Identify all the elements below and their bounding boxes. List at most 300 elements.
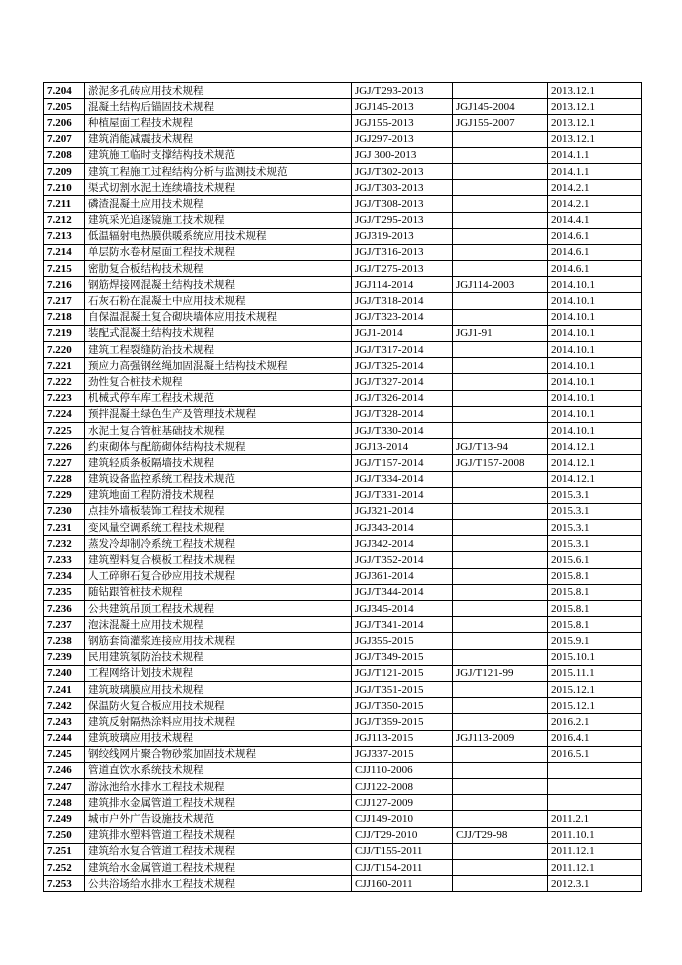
standard-name: 人工碎卵石复合砂应用技术规程 <box>85 568 352 584</box>
effective-date: 2014.6.1 <box>548 261 642 277</box>
row-number: 7.248 <box>44 795 85 811</box>
standard-code: JGJ/T334-2014 <box>352 471 453 487</box>
table-row <box>44 244 642 260</box>
row-number: 7.237 <box>44 617 85 633</box>
replaced-code <box>453 342 548 358</box>
standard-name: 约束砌体与配筋砌体结构技术规程 <box>85 439 352 455</box>
standard-name: 泡沫混凝土应用技术规程 <box>85 617 352 633</box>
table-row <box>44 730 642 746</box>
standard-code: JGJ13-2014 <box>352 439 453 455</box>
effective-date: 2014.1.1 <box>548 147 642 163</box>
row-number: 7.223 <box>44 390 85 406</box>
standard-name: 建筑工程裂缝防治技术规程 <box>85 342 352 358</box>
effective-date: 2013.12.1 <box>548 131 642 147</box>
standard-name: 建筑地面工程防滑技术规程 <box>85 487 352 503</box>
table-row <box>44 261 642 277</box>
effective-date: 2014.10.1 <box>548 293 642 309</box>
replaced-code <box>453 309 548 325</box>
table-row <box>44 827 642 843</box>
row-number: 7.222 <box>44 374 85 390</box>
row-number: 7.247 <box>44 779 85 795</box>
table-row <box>44 601 642 617</box>
replaced-code <box>453 244 548 260</box>
standard-name: 低温辐射电热膜供暖系统应用技术规程 <box>85 228 352 244</box>
table-row <box>44 390 642 406</box>
standard-name: 建筑设备监控系统工程技术规范 <box>85 471 352 487</box>
standard-name: 自保温混凝土复合砌块墙体应用技术规程 <box>85 309 352 325</box>
row-number: 7.227 <box>44 455 85 471</box>
effective-date <box>548 779 642 795</box>
standard-code: JGJ/T327-2014 <box>352 374 453 390</box>
effective-date: 2014.6.1 <box>548 228 642 244</box>
standard-code: JGJ/T323-2014 <box>352 309 453 325</box>
effective-date: 2015.12.1 <box>548 681 642 697</box>
effective-date: 2013.12.1 <box>548 99 642 115</box>
standard-code: JGJ/T308-2013 <box>352 196 453 212</box>
row-number: 7.226 <box>44 439 85 455</box>
replaced-code: JGJ/T157-2008 <box>453 455 548 471</box>
effective-date: 2014.10.1 <box>548 422 642 438</box>
row-number: 7.204 <box>44 83 85 99</box>
effective-date: 2014.10.1 <box>548 277 642 293</box>
replaced-code <box>453 649 548 665</box>
table-row <box>44 147 642 163</box>
table-row <box>44 681 642 697</box>
table-row <box>44 860 642 876</box>
replaced-code <box>453 617 548 633</box>
standard-name: 公共浴场给水排水工程技术规程 <box>85 876 352 892</box>
standard-name: 混凝土结构后锚固技术规程 <box>85 99 352 115</box>
standard-name: 预应力高强钢丝绳加固混凝土结构技术规程 <box>85 358 352 374</box>
effective-date: 2014.4.1 <box>548 212 642 228</box>
standard-code: JGJ/T317-2014 <box>352 342 453 358</box>
table-row <box>44 406 642 422</box>
standard-name: 游泳池给水排水工程技术规程 <box>85 779 352 795</box>
replaced-code <box>453 196 548 212</box>
standard-name: 建筑轻质条板隔墙技术规程 <box>85 455 352 471</box>
standard-name: 公共建筑吊顶工程技术规程 <box>85 601 352 617</box>
standard-name: 建筑玻璃应用技术规程 <box>85 730 352 746</box>
row-number: 7.212 <box>44 212 85 228</box>
standard-code: JGJ343-2014 <box>352 520 453 536</box>
standard-code: JGJ342-2014 <box>352 536 453 552</box>
standard-code: CJJ149-2010 <box>352 811 453 827</box>
replaced-code <box>453 406 548 422</box>
standard-code: JGJ297-2013 <box>352 131 453 147</box>
replaced-code <box>453 843 548 859</box>
standard-name: 水泥土复合管桩基础技术规程 <box>85 422 352 438</box>
standard-code: JGJ345-2014 <box>352 601 453 617</box>
table-row <box>44 795 642 811</box>
effective-date <box>548 795 642 811</box>
table-row <box>44 455 642 471</box>
table-row <box>44 698 642 714</box>
effective-date: 2014.1.1 <box>548 163 642 179</box>
standard-name: 单层防水卷材屋面工程技术规程 <box>85 244 352 260</box>
effective-date: 2015.9.1 <box>548 633 642 649</box>
row-number: 7.215 <box>44 261 85 277</box>
replaced-code <box>453 860 548 876</box>
effective-date: 2015.8.1 <box>548 568 642 584</box>
row-number: 7.228 <box>44 471 85 487</box>
standard-code: JGJ/T341-2014 <box>352 617 453 633</box>
table-row <box>44 762 642 778</box>
effective-date: 2016.2.1 <box>548 714 642 730</box>
row-number: 7.207 <box>44 131 85 147</box>
row-number: 7.233 <box>44 552 85 568</box>
row-number: 7.253 <box>44 876 85 892</box>
standard-code: JGJ 300-2013 <box>352 147 453 163</box>
table-row <box>44 422 642 438</box>
effective-date: 2014.12.1 <box>548 471 642 487</box>
standard-name: 种植屋面工程技术规程 <box>85 115 352 131</box>
row-number: 7.208 <box>44 147 85 163</box>
standard-name: 变风量空调系统工程技术规程 <box>85 520 352 536</box>
replaced-code <box>453 746 548 762</box>
effective-date: 2014.10.1 <box>548 342 642 358</box>
standard-code: JGJ1-2014 <box>352 325 453 341</box>
standard-name: 工程网络计划技术规程 <box>85 665 352 681</box>
row-number: 7.239 <box>44 649 85 665</box>
standard-name: 钢绞线网片聚合物砂浆加固技术规程 <box>85 746 352 762</box>
standards-table <box>43 82 642 892</box>
standard-code: JGJ/T325-2014 <box>352 358 453 374</box>
standard-name: 建筑消能减震技术规程 <box>85 131 352 147</box>
table-row <box>44 180 642 196</box>
replaced-code <box>453 471 548 487</box>
replaced-code <box>453 293 548 309</box>
row-number: 7.214 <box>44 244 85 260</box>
replaced-code <box>453 714 548 730</box>
row-number: 7.236 <box>44 601 85 617</box>
row-number: 7.217 <box>44 293 85 309</box>
table-row <box>44 163 642 179</box>
table-row <box>44 746 642 762</box>
standard-code: JGJ113-2015 <box>352 730 453 746</box>
row-number: 7.240 <box>44 665 85 681</box>
effective-date: 2014.2.1 <box>548 196 642 212</box>
standard-name: 石灰石粉在混凝土中应用技术规程 <box>85 293 352 309</box>
row-number: 7.250 <box>44 827 85 843</box>
replaced-code <box>453 374 548 390</box>
replaced-code <box>453 568 548 584</box>
standard-code: JGJ/T328-2014 <box>352 406 453 422</box>
standard-name: 点挂外墙板装饰工程技术规程 <box>85 503 352 519</box>
row-number: 7.232 <box>44 536 85 552</box>
table-row <box>44 228 642 244</box>
table-row <box>44 633 642 649</box>
standard-name: 建筑工程施工过程结构分析与监测技术规范 <box>85 163 352 179</box>
standard-code: JGJ/T352-2014 <box>352 552 453 568</box>
replaced-code: CJJ/T29-98 <box>453 827 548 843</box>
table-row <box>44 196 642 212</box>
standard-name: 建筑塑料复合模板工程技术规程 <box>85 552 352 568</box>
standard-name: 建筑排水塑料管道工程技术规程 <box>85 827 352 843</box>
replaced-code <box>453 779 548 795</box>
standard-code: JGJ361-2014 <box>352 568 453 584</box>
row-number: 7.224 <box>44 406 85 422</box>
table-row <box>44 471 642 487</box>
table-row <box>44 811 642 827</box>
table-row <box>44 552 642 568</box>
replaced-code <box>453 601 548 617</box>
replaced-code <box>453 811 548 827</box>
replaced-code: JGJ114-2003 <box>453 277 548 293</box>
standards-table-body <box>44 83 642 892</box>
standard-code: CJJ122-2008 <box>352 779 453 795</box>
effective-date: 2014.12.1 <box>548 455 642 471</box>
table-row <box>44 374 642 390</box>
effective-date: 2011.2.1 <box>548 811 642 827</box>
row-number: 7.245 <box>44 746 85 762</box>
table-row <box>44 342 642 358</box>
replaced-code: JGJ155-2007 <box>453 115 548 131</box>
standard-code: JGJ/T359-2015 <box>352 714 453 730</box>
standard-name: 管道直饮水系统技术规程 <box>85 762 352 778</box>
table-row <box>44 212 642 228</box>
standard-code: CJJ/T155-2011 <box>352 843 453 859</box>
row-number: 7.229 <box>44 487 85 503</box>
row-number: 7.205 <box>44 99 85 115</box>
standard-code: JGJ/T295-2013 <box>352 212 453 228</box>
effective-date: 2015.12.1 <box>548 698 642 714</box>
standard-code: JGJ/T331-2014 <box>352 487 453 503</box>
row-number: 7.234 <box>44 568 85 584</box>
table-row <box>44 325 642 341</box>
standard-code: CJJ160-2011 <box>352 876 453 892</box>
standard-name: 民用建筑氡防治技术规程 <box>85 649 352 665</box>
standard-code: CJJ/T29-2010 <box>352 827 453 843</box>
standard-code: JGJ/T330-2014 <box>352 422 453 438</box>
replaced-code <box>453 261 548 277</box>
table-row <box>44 131 642 147</box>
row-number: 7.242 <box>44 698 85 714</box>
replaced-code <box>453 422 548 438</box>
effective-date: 2014.12.1 <box>548 439 642 455</box>
standard-name: 保温防火复合板应用技术规程 <box>85 698 352 714</box>
standard-name: 建筑反射隔热涂料应用技术规程 <box>85 714 352 730</box>
table-row <box>44 83 642 99</box>
table-row <box>44 843 642 859</box>
row-number: 7.243 <box>44 714 85 730</box>
effective-date: 2012.3.1 <box>548 876 642 892</box>
replaced-code: JGJ/T121-99 <box>453 665 548 681</box>
table-row <box>44 503 642 519</box>
table-row <box>44 293 642 309</box>
replaced-code <box>453 552 548 568</box>
table-row <box>44 520 642 536</box>
table-row <box>44 779 642 795</box>
effective-date: 2015.8.1 <box>548 601 642 617</box>
replaced-code <box>453 228 548 244</box>
effective-date: 2014.10.1 <box>548 390 642 406</box>
standard-name: 渠式切割水泥土连续墙技术规程 <box>85 180 352 196</box>
effective-date: 2016.4.1 <box>548 730 642 746</box>
standard-code: JGJ155-2013 <box>352 115 453 131</box>
replaced-code <box>453 795 548 811</box>
standard-code: JGJ337-2015 <box>352 746 453 762</box>
replaced-code: JGJ/T13-94 <box>453 439 548 455</box>
effective-date: 2016.5.1 <box>548 746 642 762</box>
table-row <box>44 649 642 665</box>
standard-name: 钢筋焊接网混凝土结构技术规程 <box>85 277 352 293</box>
effective-date: 2015.10.1 <box>548 649 642 665</box>
effective-date: 2014.6.1 <box>548 244 642 260</box>
table-row <box>44 487 642 503</box>
replaced-code <box>453 503 548 519</box>
standard-code: CJJ/T154-2011 <box>352 860 453 876</box>
replaced-code <box>453 633 548 649</box>
replaced-code <box>453 83 548 99</box>
standard-name: 建筑采光追逐镜施工技术规程 <box>85 212 352 228</box>
replaced-code <box>453 487 548 503</box>
effective-date: 2014.2.1 <box>548 180 642 196</box>
effective-date: 2015.8.1 <box>548 584 642 600</box>
effective-date: 2011.10.1 <box>548 827 642 843</box>
standard-code: JGJ145-2013 <box>352 99 453 115</box>
replaced-code <box>453 584 548 600</box>
replaced-code <box>453 536 548 552</box>
standard-code: JGJ319-2013 <box>352 228 453 244</box>
standard-code: JGJ/T351-2015 <box>352 681 453 697</box>
table-row <box>44 876 642 892</box>
effective-date: 2013.12.1 <box>548 83 642 99</box>
row-number: 7.221 <box>44 358 85 374</box>
table-row <box>44 584 642 600</box>
standard-name: 建筑施工临时支撑结构技术规范 <box>85 147 352 163</box>
effective-date: 2014.10.1 <box>548 325 642 341</box>
table-row <box>44 536 642 552</box>
standard-code: JGJ/T157-2014 <box>352 455 453 471</box>
standard-name: 城市户外广告设施技术规范 <box>85 811 352 827</box>
replaced-code <box>453 876 548 892</box>
standard-code: JGJ/T293-2013 <box>352 83 453 99</box>
table-row <box>44 277 642 293</box>
standard-name: 建筑给水复合管道工程技术规程 <box>85 843 352 859</box>
row-number: 7.219 <box>44 325 85 341</box>
row-number: 7.252 <box>44 860 85 876</box>
standard-name: 建筑排水金属管道工程技术规程 <box>85 795 352 811</box>
effective-date: 2015.3.1 <box>548 536 642 552</box>
effective-date: 2015.8.1 <box>548 617 642 633</box>
standard-name: 劲性复合桩技术规程 <box>85 374 352 390</box>
standard-name: 装配式混凝土结构技术规程 <box>85 325 352 341</box>
standard-code: JGJ/T350-2015 <box>352 698 453 714</box>
row-number: 7.225 <box>44 422 85 438</box>
standard-code: JGJ/T344-2014 <box>352 584 453 600</box>
effective-date: 2014.10.1 <box>548 358 642 374</box>
replaced-code <box>453 358 548 374</box>
row-number: 7.231 <box>44 520 85 536</box>
effective-date: 2015.6.1 <box>548 552 642 568</box>
row-number: 7.230 <box>44 503 85 519</box>
replaced-code <box>453 390 548 406</box>
replaced-code <box>453 147 548 163</box>
row-number: 7.246 <box>44 762 85 778</box>
standard-name: 磷渣混凝土应用技术规程 <box>85 196 352 212</box>
row-number: 7.211 <box>44 196 85 212</box>
standard-code: JGJ/T275-2013 <box>352 261 453 277</box>
replaced-code <box>453 212 548 228</box>
effective-date: 2014.10.1 <box>548 374 642 390</box>
row-number: 7.213 <box>44 228 85 244</box>
effective-date: 2015.3.1 <box>548 503 642 519</box>
standard-code: JGJ/T303-2013 <box>352 180 453 196</box>
row-number: 7.206 <box>44 115 85 131</box>
replaced-code <box>453 180 548 196</box>
standard-name: 建筑给水金属管道工程技术规程 <box>85 860 352 876</box>
row-number: 7.218 <box>44 309 85 325</box>
effective-date: 2015.11.1 <box>548 665 642 681</box>
standard-code: CJJ127-2009 <box>352 795 453 811</box>
table-row <box>44 439 642 455</box>
replaced-code: JGJ145-2004 <box>453 99 548 115</box>
standard-code: JGJ/T326-2014 <box>352 390 453 406</box>
row-number: 7.210 <box>44 180 85 196</box>
table-row <box>44 617 642 633</box>
standard-name: 机械式停车库工程技术规范 <box>85 390 352 406</box>
standard-code: JGJ/T302-2013 <box>352 163 453 179</box>
table-row <box>44 714 642 730</box>
replaced-code <box>453 163 548 179</box>
table-row <box>44 665 642 681</box>
row-number: 7.216 <box>44 277 85 293</box>
row-number: 7.238 <box>44 633 85 649</box>
row-number: 7.244 <box>44 730 85 746</box>
effective-date: 2014.10.1 <box>548 406 642 422</box>
standard-code: JGJ/T318-2014 <box>352 293 453 309</box>
standard-name: 随钻跟管桩技术规程 <box>85 584 352 600</box>
effective-date: 2011.12.1 <box>548 843 642 859</box>
replaced-code <box>453 762 548 778</box>
replaced-code <box>453 681 548 697</box>
standard-code: CJJ110-2006 <box>352 762 453 778</box>
standard-name: 钢筋套筒灌浆连接应用技术规程 <box>85 633 352 649</box>
replaced-code <box>453 698 548 714</box>
replaced-code <box>453 520 548 536</box>
effective-date <box>548 762 642 778</box>
replaced-code: JGJ1-91 <box>453 325 548 341</box>
standard-name: 预拌混凝土绿色生产及管理技术规程 <box>85 406 352 422</box>
standard-code: JGJ114-2014 <box>352 277 453 293</box>
row-number: 7.235 <box>44 584 85 600</box>
effective-date: 2014.10.1 <box>548 309 642 325</box>
row-number: 7.220 <box>44 342 85 358</box>
table-row <box>44 309 642 325</box>
standard-code: JGJ/T349-2015 <box>352 649 453 665</box>
row-number: 7.209 <box>44 163 85 179</box>
effective-date: 2011.12.1 <box>548 860 642 876</box>
standard-name: 密肋复合板结构技术规程 <box>85 261 352 277</box>
replaced-code <box>453 131 548 147</box>
row-number: 7.251 <box>44 843 85 859</box>
effective-date: 2015.3.1 <box>548 487 642 503</box>
standard-code: JGJ/T316-2013 <box>352 244 453 260</box>
effective-date: 2013.12.1 <box>548 115 642 131</box>
row-number: 7.249 <box>44 811 85 827</box>
row-number: 7.241 <box>44 681 85 697</box>
replaced-code: JGJ113-2009 <box>453 730 548 746</box>
table-row <box>44 358 642 374</box>
table-row <box>44 568 642 584</box>
table-row <box>44 99 642 115</box>
effective-date: 2015.3.1 <box>548 520 642 536</box>
standard-name: 建筑玻璃膜应用技术规程 <box>85 681 352 697</box>
standard-code: JGJ/T121-2015 <box>352 665 453 681</box>
standard-code: JGJ321-2014 <box>352 503 453 519</box>
standard-name: 蒸发冷却制冷系统工程技术规程 <box>85 536 352 552</box>
table-row <box>44 115 642 131</box>
